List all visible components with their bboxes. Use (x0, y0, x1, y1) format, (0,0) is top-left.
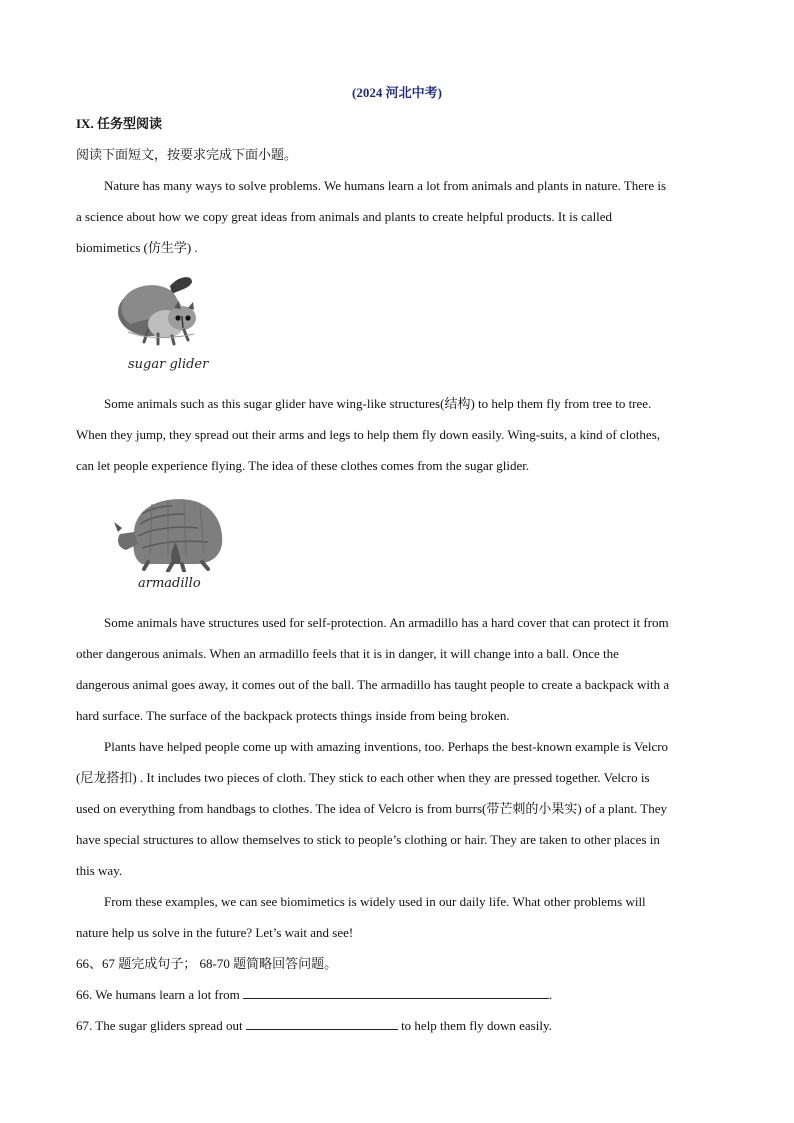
question-67-end: to help them fly down easily. (401, 1018, 552, 1033)
paragraph-4-line-4: have special structures to allow themselves to stick to people’s clothing or hair. They are taken to other places in (76, 832, 660, 847)
paragraph-4-line-1: Plants have helped people come up with amazing inventions, too. Perhaps the best-known example is Velcro (104, 739, 669, 754)
question-66 (76, 986, 552, 1004)
paragraph-2-line-1: Some animals such as this sugar glider have wing-like structures(结构) to help them fly from tree to tree. (104, 396, 652, 411)
paragraph-1-line-2: a science about how we copy great ideas from animals and plants to create helpful products. It is called (76, 209, 613, 224)
paragraph-3-line-1: Some animals have structures used for self-protection. An armadillo has a hard cover that can protect it from (104, 615, 669, 630)
question-66-answer-blank[interactable] (243, 986, 549, 999)
paragraph-3-line-4: hard surface. The surface of the backpack protects things inside from being broken. (76, 708, 510, 723)
paragraph-2-line-2: When they jump, they spread out their arms and legs to help them fly down easily. Wing-suits, a kind of clothes, (76, 427, 660, 442)
sugar-glider-illustration (108, 272, 208, 357)
paragraph-3-line-3: dangerous animal goes away, it comes out of the ball. The armadillo has taught people to create a backpack with a (76, 677, 670, 692)
section-title: IX. 任务型阅读 (76, 116, 162, 131)
paragraph-4-line-3: used on everything from handbags to clothes. The idea of Velcro is from burrs(带芒刺的小果实) of a plant. They (76, 801, 668, 816)
section-instruction: 阅读下面短文，按要求完成下面小题。 (76, 147, 298, 162)
paragraph-1-line-1: Nature has many ways to solve problems. We humans learn a lot from animals and plants in nature. There is (104, 178, 667, 193)
source-heading: (2024 河北中考) (352, 85, 442, 100)
paragraph-4-line-5: this way. (76, 863, 123, 878)
paragraph-4-line-2: (尼龙搭扣) . It includes two pieces of cloth. They stick to each other when they are pressed together. Velcro is (76, 770, 650, 785)
paragraph-2-line-3: can let people experience flying. The idea of these clothes comes from the sugar glider. (76, 458, 530, 473)
armadillo-caption: armadillo (138, 576, 201, 591)
questions-instruction: 66、67 题完成句子； 68-70 题简略回答问题。 (76, 956, 338, 971)
paragraph-5-line-1: From these examples, we can see biomimetics is widely used in our daily life. What other problems will (104, 894, 646, 909)
question-67-answer-blank[interactable] (246, 1017, 398, 1030)
armadillo-illustration (112, 492, 227, 572)
question-66-end: . (548, 987, 553, 1002)
paragraph-3-line-2: other dangerous animals. When an armadillo feels that it is in danger, it will change into a ball. Once the (76, 646, 619, 661)
question-67-text: 67. The sugar gliders spread out (76, 1018, 243, 1033)
question-67 (76, 1017, 552, 1035)
paragraph-5-line-2: nature help us solve in the future? Let’s wait and see! (76, 925, 354, 940)
paragraph-1-line-3: biomimetics (仿生学) . (76, 240, 198, 255)
question-66-text: 66. We humans learn a lot from (76, 987, 240, 1002)
sugar-glider-caption: sugar glider (128, 357, 209, 372)
